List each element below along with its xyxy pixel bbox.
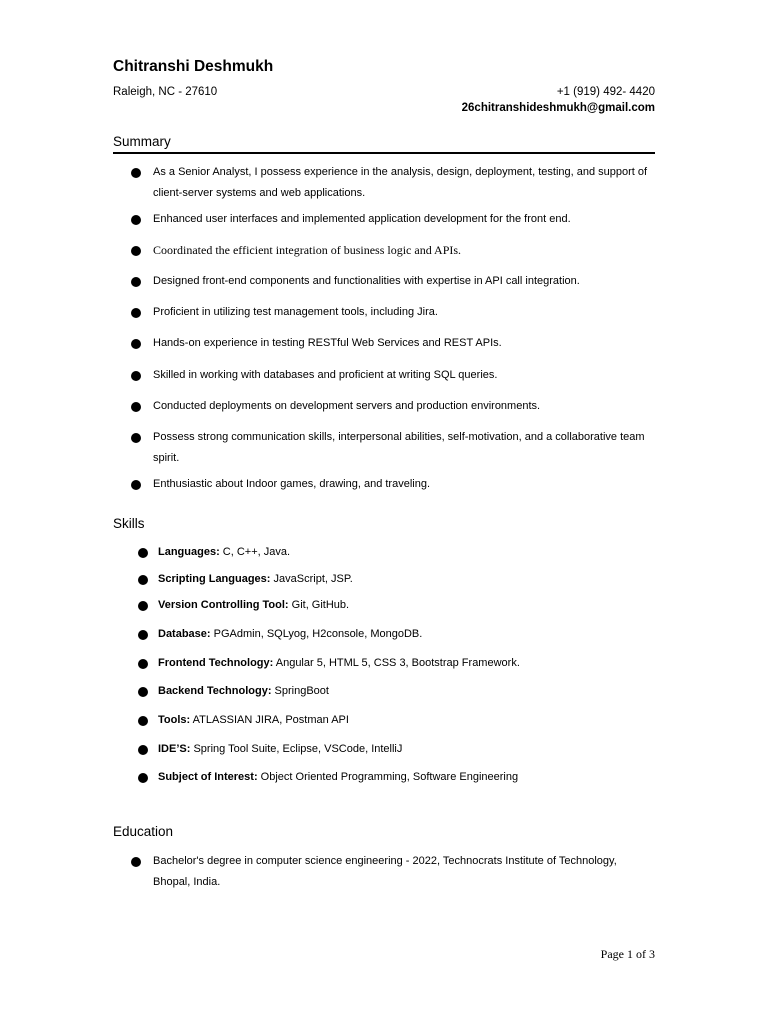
bullet-icon [138, 745, 148, 755]
skill-value: Object Oriented Programming, Software Engineering [257, 771, 519, 783]
summary-item: Hands-on experience in testing RESTful Web Services and REST APIs. [153, 337, 502, 349]
phone-number: +1 (919) 492- 4420 [556, 86, 655, 98]
skill-label: Version Controlling Tool: [158, 599, 289, 611]
summary-item: Designed front-end components and functionalities with expertise in API call integration. [153, 275, 580, 287]
bullet-icon [131, 168, 141, 178]
bullet-icon [138, 659, 148, 669]
skills-heading: Skills [113, 516, 145, 531]
skill-value: Spring Tool Suite, Eclipse, VSCode, IntelliJ [190, 743, 403, 755]
skill-item [158, 710, 349, 731]
bullet-icon [131, 371, 141, 381]
skill-value: Angular 5, HTML 5, CSS 3, Bootstrap Framework. [273, 657, 520, 669]
email-address[interactable]: 26chitranshideshmukh@gmail.com [461, 102, 655, 114]
skill-label: Scripting Languages: [158, 573, 271, 585]
summary-item: Enhanced user interfaces and implemented application development for the front end. [153, 213, 571, 225]
skill-label: Tools: [158, 714, 191, 726]
bullet-icon [138, 773, 148, 783]
summary-item: Conducted deployments on development servers and production environments. [153, 400, 541, 412]
bullet-icon [138, 601, 148, 611]
skill-label: Database: [158, 628, 211, 640]
skill-item [158, 681, 329, 702]
skill-value: Git, GitHub. [288, 599, 350, 611]
summary-heading: Summary [113, 134, 171, 149]
bullet-icon [138, 630, 148, 640]
education-heading: Education [113, 824, 174, 839]
skill-value: JavaScript, JSP. [270, 573, 353, 585]
skill-label: Backend Technology: [158, 685, 272, 697]
summary-item: Possess strong communication skills, interpersonal abilities, self-motivation, and a collaborative team spirit. [153, 431, 645, 464]
summary-item: Proficient in utilizing test management tools, including Jira. [153, 306, 438, 318]
bullet-icon [131, 433, 141, 443]
skill-item [158, 624, 422, 645]
skill-value: ATLASSIAN JIRA, Postman API [190, 714, 349, 726]
skill-item [158, 767, 518, 788]
summary-divider [113, 152, 655, 154]
summary-item: Skilled in working with databases and proficient at writing SQL queries. [153, 369, 498, 381]
bullet-icon [138, 548, 148, 558]
bullet-icon [131, 277, 141, 287]
skill-item [158, 653, 520, 674]
education-item: Bachelor's degree in computer science engineering - 2022, Technocrats Institute of Technology, Bhopal, India. [153, 855, 617, 888]
page-number: Page 1 of 3 [600, 947, 655, 961]
skill-item [158, 595, 349, 616]
skill-label: Languages: [158, 546, 220, 558]
summary-item: Coordinated the efficient integration of business logic and APIs. [153, 243, 462, 257]
bullet-icon [131, 480, 141, 490]
bullet-icon [131, 215, 141, 225]
skill-item [158, 569, 353, 590]
skill-value: PGAdmin, SQLyog, H2console, MongoDB. [210, 628, 423, 640]
bullet-icon [138, 716, 148, 726]
skill-label: Frontend Technology: [158, 657, 274, 669]
skill-label: IDE’S: [158, 743, 191, 755]
bullet-icon [138, 687, 148, 697]
summary-item: Enthusiastic about Indoor games, drawing, and traveling. [153, 478, 430, 490]
candidate-name: Chitranshi Deshmukh [113, 58, 274, 75]
skill-value: SpringBoot [271, 685, 329, 697]
bullet-icon [131, 308, 141, 318]
skill-label: Subject of Interest: [158, 771, 258, 783]
summary-item: As a Senior Analyst, I possess experience in the analysis, design, deployment, testing, and support of client-server systems and web applications. [153, 166, 648, 199]
skill-item [158, 739, 402, 760]
bullet-icon [131, 402, 141, 412]
bullet-icon [131, 246, 141, 256]
location: Raleigh, NC - 27610 [113, 86, 218, 98]
skill-value: C, C++, Java. [219, 546, 291, 558]
skill-item [158, 542, 290, 563]
bullet-icon [131, 339, 141, 349]
bullet-icon [131, 857, 141, 867]
bullet-icon [138, 575, 148, 585]
